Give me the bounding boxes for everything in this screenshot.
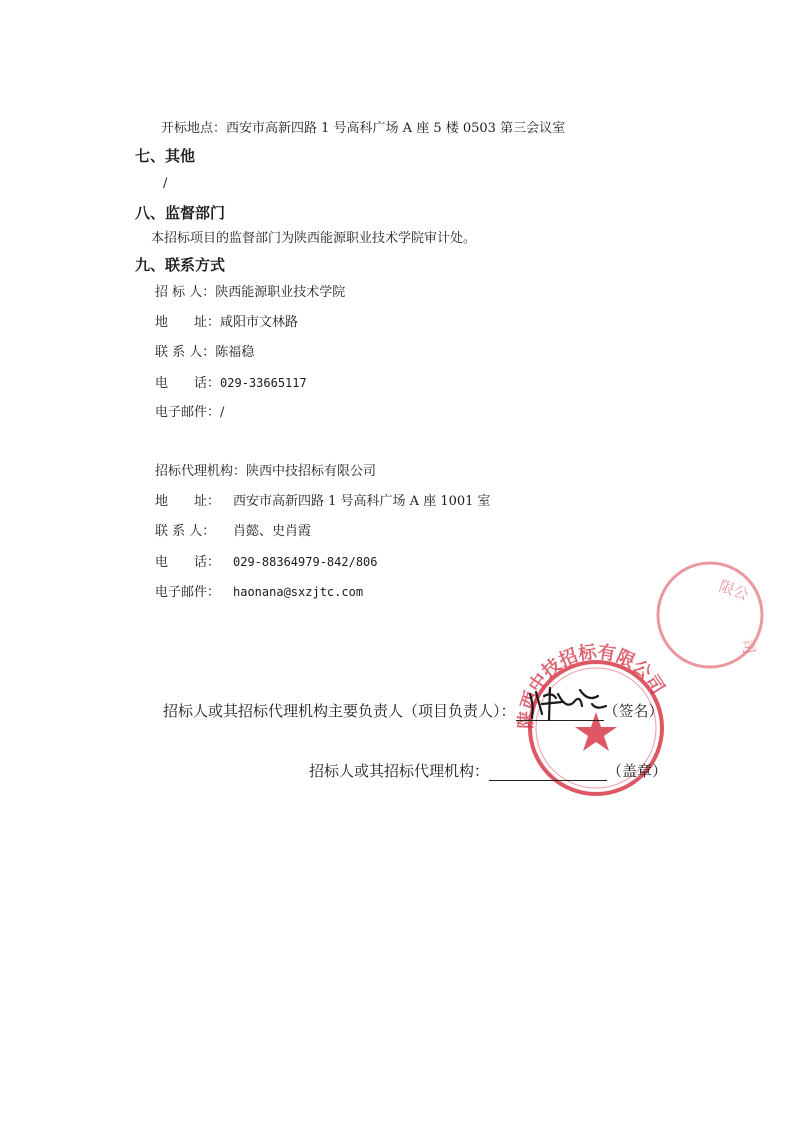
agency-phone: 029-88364979-842/806 <box>233 555 378 569</box>
svg-text:限公: 限公 <box>716 576 751 605</box>
tenderer-address: 咸阳市文林路 <box>220 315 299 330</box>
agency-address: 西安市高新四路 1 号高科广场 A 座 1001 室 <box>233 494 491 509</box>
tenderer-address-label: 地 址： <box>155 315 221 330</box>
tenderer-name-label: 招 标 人： <box>155 285 216 300</box>
tenderer-address-row <box>155 314 298 332</box>
partial-seal-edge <box>700 540 793 690</box>
tenderer-email: / <box>220 405 225 420</box>
section-supervision-title: 八、监督部门 <box>135 204 226 222</box>
seal-field[interactable] <box>489 762 607 781</box>
handwritten-signature <box>522 684 612 722</box>
organization-seal-row <box>309 761 667 781</box>
tenderer-contact-label: 联 系 人： <box>155 345 216 360</box>
agency-name-label: 招标代理机构： <box>155 464 247 479</box>
agency-address-row <box>155 493 491 511</box>
agency-contact: 肖懿、史肖霞 <box>233 524 312 539</box>
section-supervision-content: 本招标项目的监督部门为陕西能源职业技术学院审计处。 <box>151 231 477 246</box>
opening-location-label: 开标地点： <box>161 121 227 136</box>
section-contact-title: 九、联系方式 <box>135 256 226 274</box>
agency-email: haonana@sxzjtc.com <box>233 585 364 599</box>
agency-phone-label: 电 话： <box>155 555 221 570</box>
tenderer-email-row <box>155 404 224 422</box>
responsible-label: 招标人或其招标代理机构主要负责人（项目负责人）： <box>163 702 516 720</box>
org-label: 招标人或其招标代理机构： <box>309 762 490 780</box>
sign-suffix: （签名） <box>603 702 664 720</box>
agency-contact-row <box>155 523 311 541</box>
agency-email-label: 电子邮件： <box>155 585 221 600</box>
opening-location <box>161 120 565 138</box>
opening-location-value: 西安市高新四路 1 号高科广场 A 座 5 楼 0503 第三会议室 <box>226 121 566 136</box>
tenderer-contact: 陈福稳 <box>215 345 255 360</box>
tenderer-phone-label: 电 话： <box>155 376 221 391</box>
agency-name: 陕西中技招标有限公司 <box>246 464 377 479</box>
agency-phone-row <box>155 553 378 572</box>
svg-text:司: 司 <box>738 637 759 656</box>
tenderer-phone-row <box>155 374 307 393</box>
tenderer-phone: 029-33665117 <box>220 376 307 390</box>
agency-email-row <box>155 583 363 602</box>
agency-name-row <box>155 463 376 481</box>
tenderer-email-label: 电子邮件： <box>155 405 221 420</box>
tenderer-contact-row <box>155 344 254 362</box>
tenderer-name: 陕西能源职业技术学院 <box>215 285 346 300</box>
section-other-content: / <box>163 176 168 191</box>
svg-text:陕西中技招标有限公司: 陕西中技招标有限公司 <box>515 641 669 730</box>
section-other-title: 七、其他 <box>135 147 196 165</box>
tenderer-name-row <box>155 284 345 302</box>
agency-address-label: 地 址： <box>155 494 221 509</box>
seal-suffix: （盖章） <box>607 762 668 780</box>
agency-contact-label: 联 系 人： <box>155 524 216 539</box>
